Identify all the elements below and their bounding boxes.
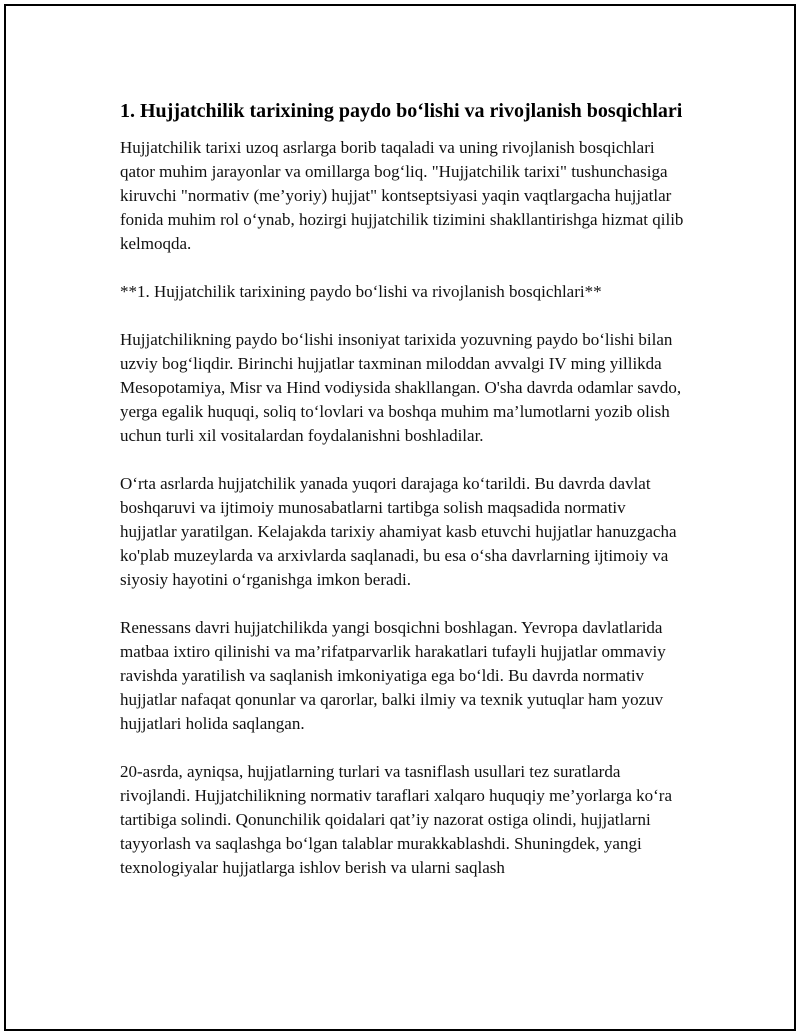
section-heading: 1. Hujjatchilik tarixining paydo bo‘lishi va rivojlanish bosqichlari (120, 100, 683, 122)
paragraph-intro: Hujjatchilik tarixi uzoq asrlarga borib taqaladi va uning rivojlanish bosqichlari qator muhim jarayonlar va omillarga bog‘liq. "Hujjatchilik tarixi" tushunchasiga kiruvchi "normativ (me’yoriy) hujjat" kontseptsiyasi yaqin vaqtlargacha hujjatlar fonida muhim rol o‘ynab, hozirgi hujjatchilik tizimini shakllantirishga hizmat qilib kelmoqda. (120, 138, 684, 253)
paragraph-20th-century: 20-asrda, ayniqsa, hujjatlarning turlari va tasniflash usullari tez suratlarda rivojlandi. Hujjatchilikning normativ taraflari xalqaro huquqiy me’yorlarga ko‘ra tartibiga solindi. Qonunchilik qoidalari qat’iy nazorat ostiga olindi, hujjatlarni tayyorlash va saqlashga bo‘lgan talablar murakkablashdi. Shuningdek, yangi texnologiyalar hujjatlarga ishlov berish va ularni saqlash (120, 762, 673, 877)
paragraph-renaissance: Renessans davri hujjatchilikda yangi bosqichni boshlagan. Yevropa davlatlarida matbaa ixtiro qilinishi va ma’rifatparvarlik harakatlari tufayli hujjatlar ommaviy ravishda yaratilish va saqlanish imkoniyatiga ega bo‘ldi. Bu davrda normativ hujjatlar nafaqat qonunlar va qarorlar, balki ilmiy va texnik yutuqlar ham yozuv hujjatlari holida saqlangan. (120, 618, 666, 733)
paragraph-subheading: **1. Hujjatchilik tarixining paydo bo‘lishi va rivojlanish bosqichlari** (120, 282, 602, 301)
document-body (120, 98, 686, 904)
document-page (4, 4, 796, 1031)
paragraph-middle-ages: O‘rta asrlarda hujjatchilik yanada yuqori darajaga ko‘tarildi. Bu davrda davlat boshqaruvi va ijtimoiy munosabatlarni tartibga solish maqsadida normativ hujjatlar yaratilgan. Kelajakda tarixiy ahamiyat kasb etuvchi hujjatlar hanuzgacha ko'plab muzeylarda va arxivlarda saqlanadi, bu esa o‘sha davrlarning ijtimoiy va siyosiy hayotini o‘rganishga imkon beradi. (120, 474, 677, 589)
paragraph-origins: Hujjatchilikning paydo bo‘lishi insoniyat tarixida yozuvning paydo bo‘lishi bilan uzviy bog‘liqdir. Birinchi hujjatlar taxminan miloddan avvalgi IV ming yillikda Mesopotamiya, Misr va Hind vodiysida shakllangan. O'sha davrda odamlar savdo, yerga egalik huquqi, soliq to‘lovlari va boshqa muhim ma’lumotlarni yozib olish uchun turli xil vositalardan foydalanishni boshladilar. (120, 330, 682, 445)
